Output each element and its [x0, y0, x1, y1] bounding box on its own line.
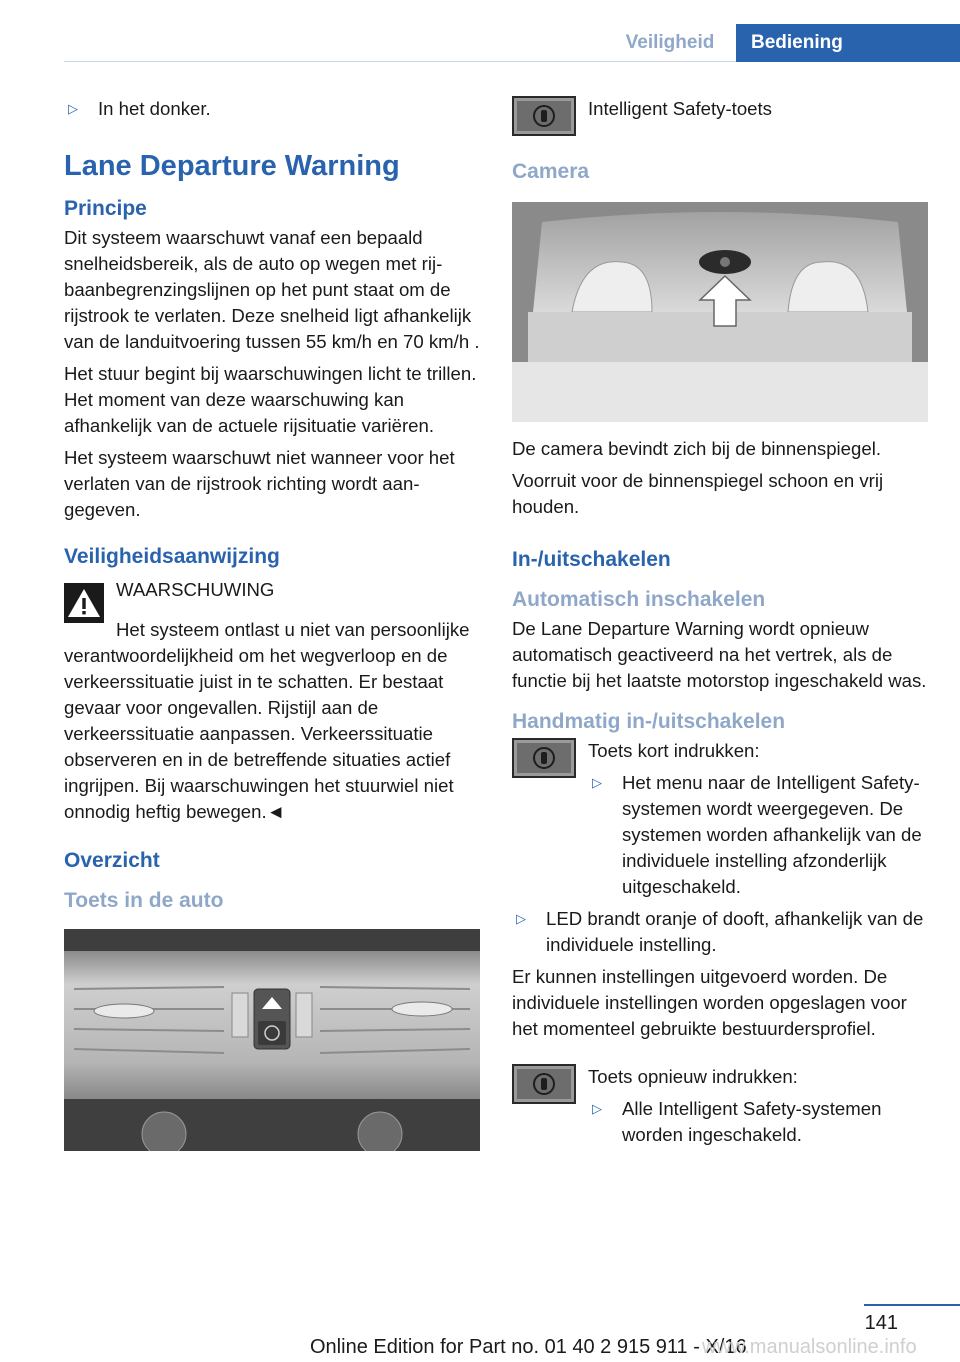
principe-heading: Principe — [64, 197, 147, 220]
watermark: www.manualsonline.info — [702, 1336, 917, 1358]
triangle-bullet-icon: ▷ — [68, 101, 78, 116]
camera-photo — [512, 202, 928, 422]
principe-paragraph-2: Het stuur begint bij waarschuwingen licht te trillen. Het moment van deze waarschuwing kan afhankelijk van de actuele rijsituatie variëren. — [64, 363, 477, 436]
list-item: ▷ Alle Intelligent Safety-systemen worden ingeschakeld. — [592, 1098, 882, 1145]
principe-paragraph-1: Dit systeem waarschuwt vanaf een bepaald snelheidsbereik, als de auto op wegen met rijbaanbegrenzingslijnen op het punt staat om de rijstrook te verlaten. Deze snelheid ligt afhankelijk van de landuitvoering tussen 55 km/h en 70 km/h . — [64, 227, 480, 352]
press-again-text: Toets opnieuw indrukken: — [588, 1066, 798, 1087]
safety-heading: Veiligheidsaanwijzing — [64, 545, 280, 568]
settings-paragraph: Er kunnen instellingen uitgevoerd worden. De individuele instellingen worden opgeslagen voor het momenteel gebruikte bestuurdersprofiel. — [512, 966, 907, 1039]
camera-heading: Camera — [512, 160, 590, 183]
manual-heading: Handmatig in-/uitschakelen — [512, 710, 786, 733]
header-tab-veiligheid[interactable]: Veiligheid — [625, 32, 715, 53]
press-again-row — [512, 1064, 930, 1154]
safety-button-row — [512, 96, 930, 136]
auto-paragraph: De Lane Departure Warning wordt opnieuw automatisch geactiveerd na het vertrek, als de functie bij het laatste motorstop ingeschakeld was. — [512, 618, 927, 691]
list-item: ▷ In het donker. — [64, 96, 482, 122]
warning-label: WAARSCHUWING — [116, 579, 275, 600]
list-item: ▷ Het menu naar de Intelligent Safety-systemen wordt weergegeven. De systemen worden afhankelijk van de individuele instelling afzonderlijk uitgeschakeld. — [592, 772, 922, 897]
overview-heading: Overzicht — [64, 849, 160, 872]
triangle-bullet-icon: ▷ — [516, 911, 526, 926]
camera-paragraph-1: De camera bevindt zich bij de binnenspiegel. — [512, 438, 881, 459]
intelligent-safety-button-icon — [512, 96, 576, 136]
right-column — [512, 96, 930, 1154]
warning-text: Het systeem ontlast u niet van persoonlijke verantwoordelijkheid om het wegverloop en de verkeerssituatie juist in te schatten. Er bestaat gevaar voor ongevallen. Rijstijl aan de verkeerssituatie aanpassen. Verkeerssituatie observeren en in de betreffende situaties actief ingrijpen. Bij waarschuwingen het stuurwiel niet onnodig heftig bewegen.◄ — [64, 619, 470, 822]
manual-button-row — [512, 738, 930, 906]
camera-paragraph-2: Voorruit voor de binnenspiegel schoon en vrij houden. — [512, 470, 884, 517]
auto-heading: Automatisch inschakelen — [512, 588, 766, 611]
left-column — [64, 96, 482, 1151]
list-item: ▷ LED brandt oranje of dooft, afhankelijk van de individuele instelling. — [516, 908, 924, 955]
intelligent-safety-button-icon — [512, 1064, 576, 1104]
triangle-bullet-icon: ▷ — [592, 1101, 602, 1116]
button-caption: Intelligent Safety-toets — [588, 98, 772, 119]
button-in-car-heading: Toets in de auto — [64, 889, 224, 912]
intelligent-safety-button-icon — [512, 738, 576, 778]
dashboard-button-photo — [64, 929, 480, 1151]
section-title: Lane Departure Warning — [64, 150, 400, 182]
triangle-bullet-icon: ▷ — [592, 775, 602, 790]
edition-text: Online Edition for Part no. 01 40 2 915 911 - X/16 — [310, 1336, 747, 1358]
footer-rule — [864, 1304, 960, 1306]
onoff-heading: In-/uitschakelen — [512, 548, 671, 571]
header-tab-bediening[interactable]: Bediening — [736, 24, 960, 62]
principe-paragraph-3: Het systeem waarschuwt niet wanneer voor het verlaten van de rijstrook richting wordt aangegeven. — [64, 447, 455, 520]
warning-triangle-icon — [64, 583, 104, 623]
page-number: 141 — [864, 1312, 898, 1334]
press-short-text: Toets kort indrukken: — [588, 740, 760, 761]
